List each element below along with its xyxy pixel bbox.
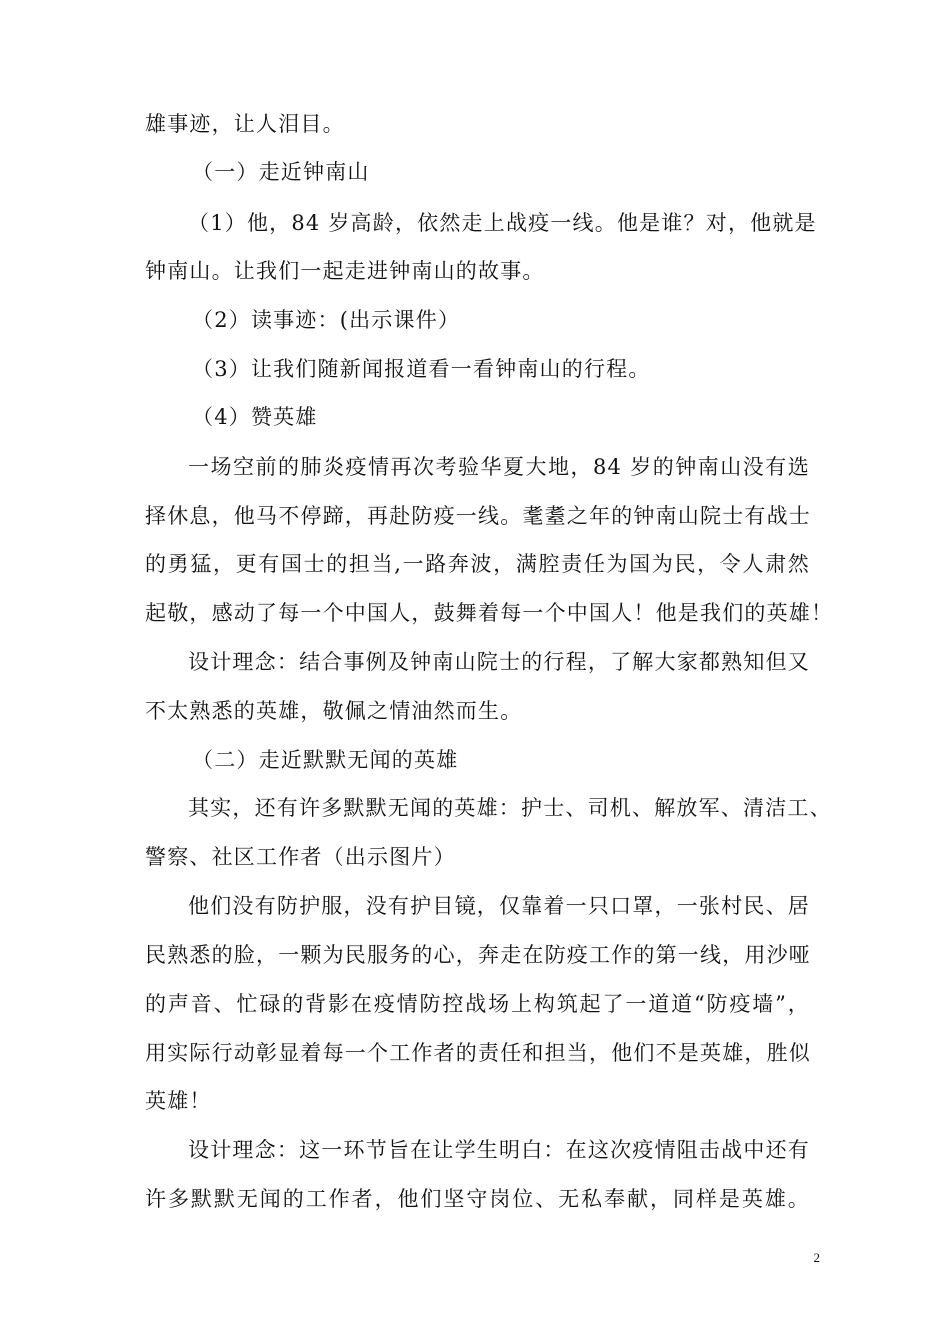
text-line: 钟南山。让我们一起走进钟南山的故事。: [145, 259, 545, 283]
text-line-continuation: 雄事迹，让人泪目。: [145, 112, 345, 136]
text-line: 择休息，他马不停蹄，再赴防疫一线。耄耋之年的钟南山院士有战士: [145, 504, 811, 528]
page-number: 2: [813, 1250, 820, 1265]
text-line: 的勇猛，更有国士的担当,一路奔波，满腔责任为国为民，令人肃然: [145, 552, 810, 576]
section-heading-1: （一）走近钟南山: [192, 160, 370, 184]
section-heading-2: （二）走近默默无闻的英雄: [192, 748, 459, 772]
text-line: 设计理念：这一环节旨在让学生明白：在这次疫情阻击战中还有: [188, 1138, 810, 1162]
text-line: 他们没有防护服，没有护目镜，仅靠着一只口罩，一张村民、居: [188, 894, 810, 918]
text-line: 设计理念：结合事例及钟南山院士的行程，了解大家都熟知但又: [188, 650, 810, 674]
text-line: （4）赞英雄: [192, 405, 318, 429]
text-line: 的声音、忙碌的背影在疫情防控战场上构筑起了一道道“防疫墙”，: [145, 992, 810, 1016]
text-line: 不太熟悉的英雄，敬佩之情油然而生。: [145, 699, 523, 723]
text-line: （3）让我们随新闻报道看一看钟南山的行程。: [192, 357, 651, 381]
text-line: （2）读事迹：(出示课件）: [192, 308, 461, 332]
text-line: 英雄！: [145, 1089, 212, 1113]
text-line: （1）他，84 岁高龄，依然走上战疫一线。他是谁？对，他就是: [188, 211, 817, 235]
text-line: 警察、社区工作者（出示图片）: [145, 845, 456, 869]
text-line: 民熟悉的脸，一颗为民服务的心，奔走在防疫工作的第一线，用沙哑: [145, 943, 811, 967]
text-line: 用实际行动彰显着每一个工作者的责任和担当，他们不是英雄，胜似: [145, 1041, 811, 1065]
text-line: 其实，还有许多默默无闻的英雄：护士、司机、解放军、清洁工、: [188, 796, 832, 820]
text-line: 许多默默无闻的工作者，他们坚守岗位、无私奉献，同样是英雄。: [145, 1187, 810, 1211]
text-line: 起敬，感动了每一个中国人，鼓舞着每一个中国人！他是我们的英雄！: [145, 601, 834, 625]
text-line: 一场空前的肺炎疫情再次考验华夏大地，84 岁的钟南山没有选: [188, 455, 810, 479]
